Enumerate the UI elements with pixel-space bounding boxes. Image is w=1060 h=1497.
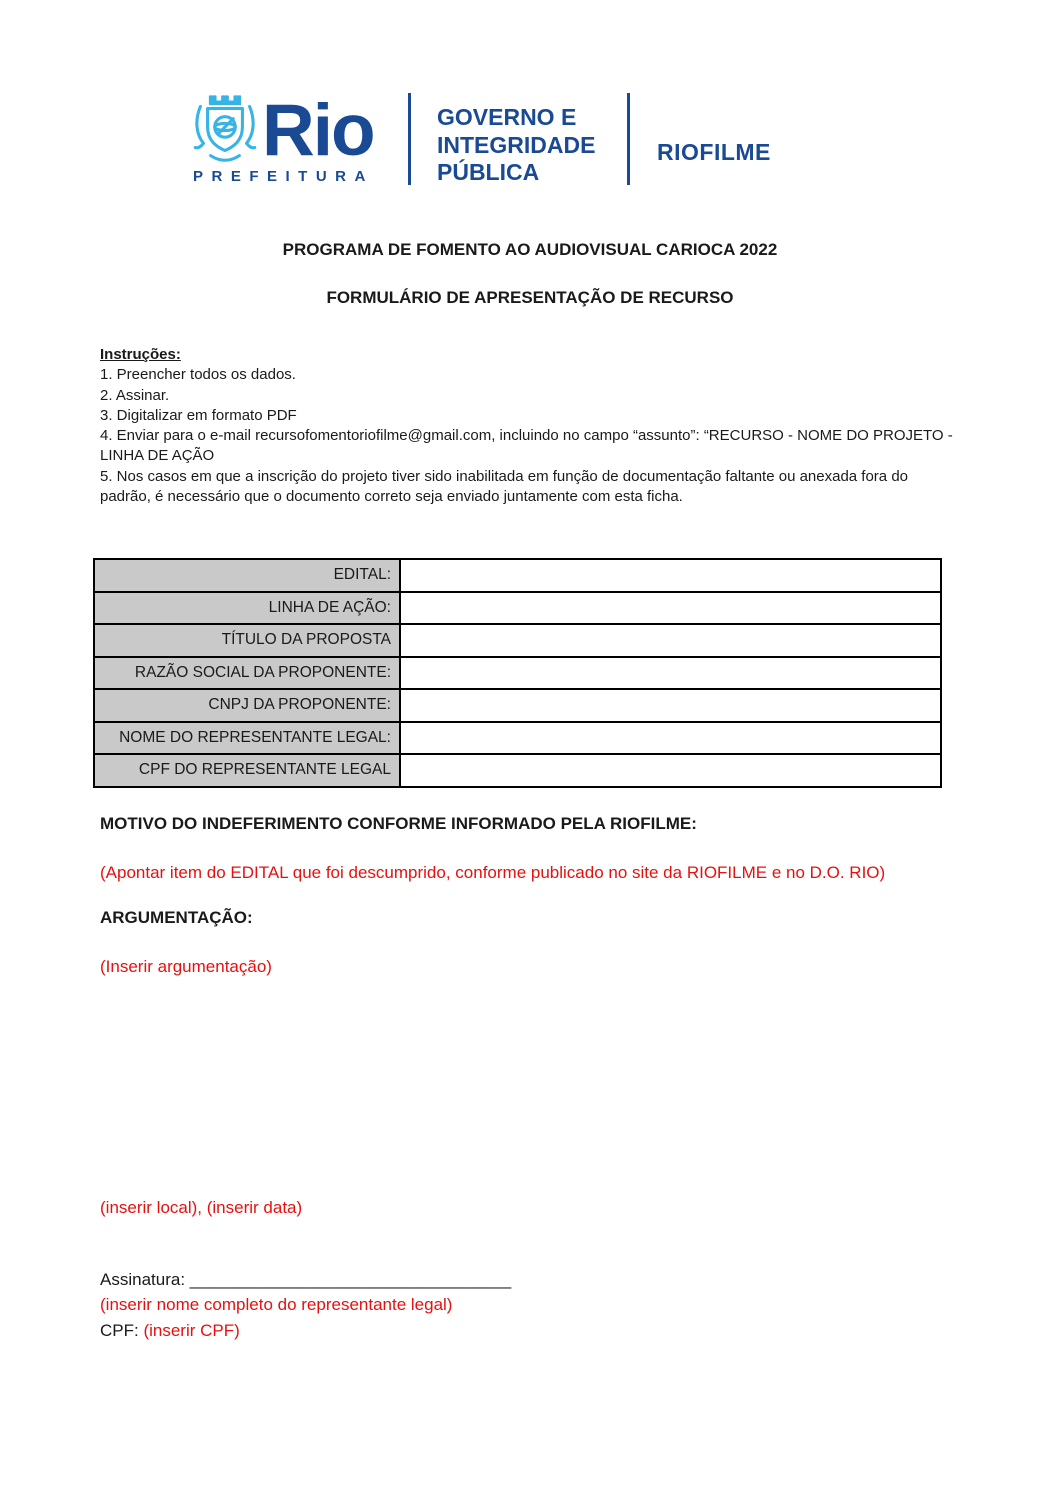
table-row — [94, 754, 941, 787]
titulo-proposta-value-cell[interactable] — [400, 624, 941, 657]
riofilme-logo-text: RIOFILME — [657, 139, 771, 165]
nome-representante-value-cell[interactable] — [400, 722, 941, 755]
table-row — [94, 624, 941, 657]
rio-coat-of-arms-icon — [191, 88, 259, 175]
nome-representante-label: NOME DO REPRESENTANTE LEGAL: — [94, 722, 400, 755]
proposal-info-table — [93, 558, 942, 788]
table-row — [94, 592, 941, 625]
signature-line-row — [100, 1267, 980, 1292]
header-divider — [627, 93, 630, 185]
edital-value-cell[interactable] — [400, 559, 941, 592]
instruction-item: 1. Preencher todos os dados. — [100, 366, 296, 384]
program-title: PROGRAMA DE FOMENTO AO AUDIOVISUAL CARIOCA 2022 — [282, 240, 778, 259]
prefeitura-caption: PREFEITURA — [193, 168, 374, 185]
cnpj-value-cell[interactable] — [400, 689, 941, 722]
signature-line[interactable]: __________________________________ — [189, 1270, 512, 1289]
edital-label: EDITAL: — [94, 559, 400, 592]
cpf-label: CPF: — [100, 1320, 144, 1340]
instruction-item: 5. Nos casos em que a inscrição do projeto tiver sido inabilitada em função de documentação faltante ou anexada fora do padrão, é necessário que o documento correto seja enviado juntamente com esta ficha. — [100, 467, 909, 506]
table-row — [94, 722, 941, 755]
argumentacao-placeholder[interactable]: (Inserir argumentação) — [100, 957, 272, 976]
cpf-representante-label: CPF DO REPRESENTANTE LEGAL — [94, 754, 400, 787]
representative-name-placeholder[interactable]: (inserir nome completo do representante legal) — [100, 1295, 453, 1315]
argumentacao-heading: ARGUMENTAÇÃO: — [100, 908, 253, 927]
government-logo-line: PÚBLICA — [437, 159, 540, 185]
form-title: FORMULÁRIO DE APRESENTAÇÃO DE RECURSO — [326, 288, 734, 307]
assinatura-label: Assinatura: — [100, 1270, 190, 1289]
cpf-placeholder[interactable]: (inserir CPF) — [143, 1320, 240, 1340]
razao-social-value-cell[interactable] — [400, 657, 941, 690]
linha-de-acao-label: LINHA DE AÇÃO: — [94, 592, 400, 625]
motivo-indeferimento-placeholder: (Apontar item do EDITAL que foi descumprido, conforme publicado no site da RIOFILME e no D.O. RIO) — [100, 863, 886, 882]
rio-logo-wordmark: Rio — [262, 90, 374, 171]
table-row — [94, 689, 941, 722]
table-row — [94, 657, 941, 690]
header-divider — [408, 93, 411, 185]
signature-block — [100, 1267, 980, 1343]
government-logo-text — [437, 104, 595, 187]
razao-social-label: RAZÃO SOCIAL DA PROPONENTE: — [94, 657, 400, 690]
cpf-representante-value-cell[interactable] — [400, 754, 941, 787]
instruction-item: 2. Assinar. — [100, 386, 170, 404]
cnpj-label: CNPJ DA PROPONENTE: — [94, 689, 400, 722]
cpf-row — [100, 1318, 980, 1343]
instruction-item: 4. Enviar para o e-mail recursofomentoriofilme@gmail.com, incluindo no campo “assunto”: “RECURSO - NOME DO PROJETO - LINHA DE AÇÃO — [100, 427, 953, 465]
linha-de-acao-value-cell[interactable] — [400, 592, 941, 625]
motivo-indeferimento-heading: MOTIVO DO INDEFERIMENTO CONFORME INFORMADO PELA RIOFILME: — [100, 814, 697, 833]
local-data-placeholder[interactable]: (inserir local), (inserir data) — [100, 1198, 303, 1217]
government-logo-line: GOVERNO E — [437, 104, 577, 130]
instructions-heading: Instruções: — [100, 346, 181, 363]
instructions-section — [100, 345, 962, 507]
table-row — [94, 559, 941, 592]
instruction-item: 3. Digitalizar em formato PDF — [100, 406, 297, 424]
government-logo-line: INTEGRIDADE — [437, 131, 596, 158]
titulo-proposta-label: TÍTULO DA PROPOSTA — [94, 624, 400, 657]
